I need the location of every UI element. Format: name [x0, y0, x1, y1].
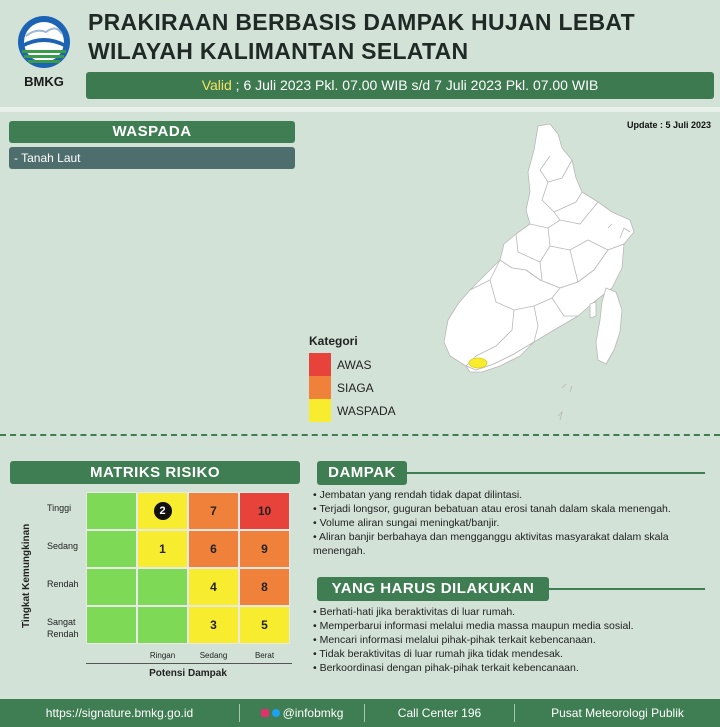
matrix-cell: 1 — [137, 530, 188, 568]
matrix-cell — [137, 606, 188, 644]
matrix-x-tick-berat: Berat — [254, 651, 275, 660]
valid-range: ; 6 Juli 2023 Pkl. 07.00 WIB s/d 7 Juli 2023 Pkl. 07.00 WIB — [231, 77, 599, 93]
footer-website[interactable]: https://signature.bmkg.go.id — [0, 704, 240, 722]
logo-text: BMKG — [24, 74, 64, 89]
dampak-title: DAMPAK — [317, 461, 407, 485]
dampak-list — [313, 488, 711, 558]
footer-social[interactable] — [240, 704, 365, 722]
action-item: • Berhati-hati jika beraktivitas di luar rumah. — [313, 606, 516, 618]
current-risk-marker: 2 — [154, 502, 172, 520]
footer-organization: Pusat Meteorologi Publik — [551, 706, 684, 720]
matrix-y-tick-sedang: Sedang — [47, 541, 79, 551]
instagram-icon — [261, 709, 269, 717]
matrix-y-tick-rendah: Rendah — [47, 579, 79, 589]
page-title — [88, 8, 635, 66]
matrix-y-title: Tingkat Kemungkinan — [21, 523, 32, 629]
legend-title: Kategori — [309, 334, 358, 348]
risk-matrix-grid — [86, 492, 290, 644]
legend-swatch-siaga — [309, 376, 331, 399]
footer-social-handle: @infobmkg — [282, 706, 344, 720]
matrix-cell: 6 — [188, 530, 239, 568]
matrix-x-axis — [86, 663, 292, 664]
matrix-cell: 3 — [188, 606, 239, 644]
action-title: YANG HARUS DILAKUKAN — [317, 577, 549, 601]
legend-item-awas — [309, 353, 396, 376]
matrix-cell — [86, 492, 137, 530]
title-line-2: WILAYAH KALIMANTAN SELATAN — [88, 38, 469, 64]
matrix-x-tick-sedang: Sedang — [199, 651, 228, 660]
matrix-cell — [137, 568, 188, 606]
legend-label-awas: AWAS — [337, 357, 372, 372]
matrix-y-tick-sangat-rendah: Sangat Rendah — [47, 617, 79, 639]
matrix-cell — [86, 530, 137, 568]
dampak-item: • Aliran banjir berbahaya dan mengganggu aktivitas masyarakat dalam skala menengah. — [313, 531, 669, 557]
legend-label-waspada: WASPADA — [337, 403, 396, 418]
update-date: Update : 5 Juli 2023 — [626, 120, 711, 130]
alert-level-header: WASPADA — [9, 121, 295, 143]
matrix-cell: 5 — [239, 606, 290, 644]
map-island-sebuku — [590, 302, 596, 318]
action-item: • Memperbarui informasi melalui media massa maupun media sosial. — [313, 620, 634, 632]
map-island-pulau-laut — [596, 288, 622, 364]
bmkg-emblem-icon — [12, 14, 76, 74]
bmkg-logo — [12, 14, 76, 94]
header-divider — [0, 107, 720, 112]
dampak-item: • Volume aliran sungai meningkat/banjir. — [313, 517, 500, 529]
kalsel-map — [430, 120, 650, 430]
affected-areas: - Tanah Laut — [9, 147, 295, 169]
matrix-x-tick-ringan: Ringan — [149, 651, 176, 660]
matrix-cell — [137, 492, 188, 530]
footer-call-center: Call Center 196 — [365, 704, 515, 722]
warning-area-tanah-laut — [469, 358, 487, 368]
dampak-rule — [407, 472, 705, 474]
footer — [0, 699, 720, 727]
matrix-cell: 8 — [239, 568, 290, 606]
legend-swatch-waspada — [309, 399, 331, 422]
matrix-cell: 9 — [239, 530, 290, 568]
action-list — [313, 605, 711, 675]
action-item: • Berkoordinasi dengan pihak-pihak terkait kebencanaan. — [313, 662, 579, 674]
matrix-cell — [86, 568, 137, 606]
dampak-item: • Jembatan yang rendah tidak dapat dilintasi. — [313, 489, 523, 501]
matrix-x-title: Potensi Dampak — [149, 668, 227, 679]
matrix-cell: 10 — [239, 492, 290, 530]
matrix-y-tick-tinggi: Tinggi — [47, 503, 72, 513]
matrix-title: MATRIKS RISIKO — [10, 461, 300, 484]
legend-item-siaga — [309, 376, 396, 399]
action-rule — [549, 588, 705, 590]
legend — [309, 334, 396, 422]
legend-swatch-awas — [309, 353, 331, 376]
matrix-cell: 4 — [188, 568, 239, 606]
dampak-item: • Terjadi longsor, guguran bebatuan atau erosi tanah dalam skala menengah. — [313, 503, 671, 515]
legend-label-siaga: SIAGA — [337, 380, 374, 395]
section-divider — [0, 434, 720, 436]
matrix-cell — [86, 606, 137, 644]
action-item: • Mencari informasi melalui pihak-pihak terkait kebencanaan. — [313, 634, 596, 646]
action-item: • Tidak beraktivitas di luar rumah jika tidak mendesak. — [313, 648, 563, 660]
matrix-cell: 7 — [188, 492, 239, 530]
title-line-1: PRAKIRAAN BERBASIS DAMPAK HUJAN LEBAT — [88, 9, 635, 35]
valid-period-bar — [86, 72, 714, 99]
twitter-icon — [272, 709, 280, 717]
valid-label: Valid — [201, 77, 232, 93]
legend-item-waspada — [309, 399, 396, 422]
